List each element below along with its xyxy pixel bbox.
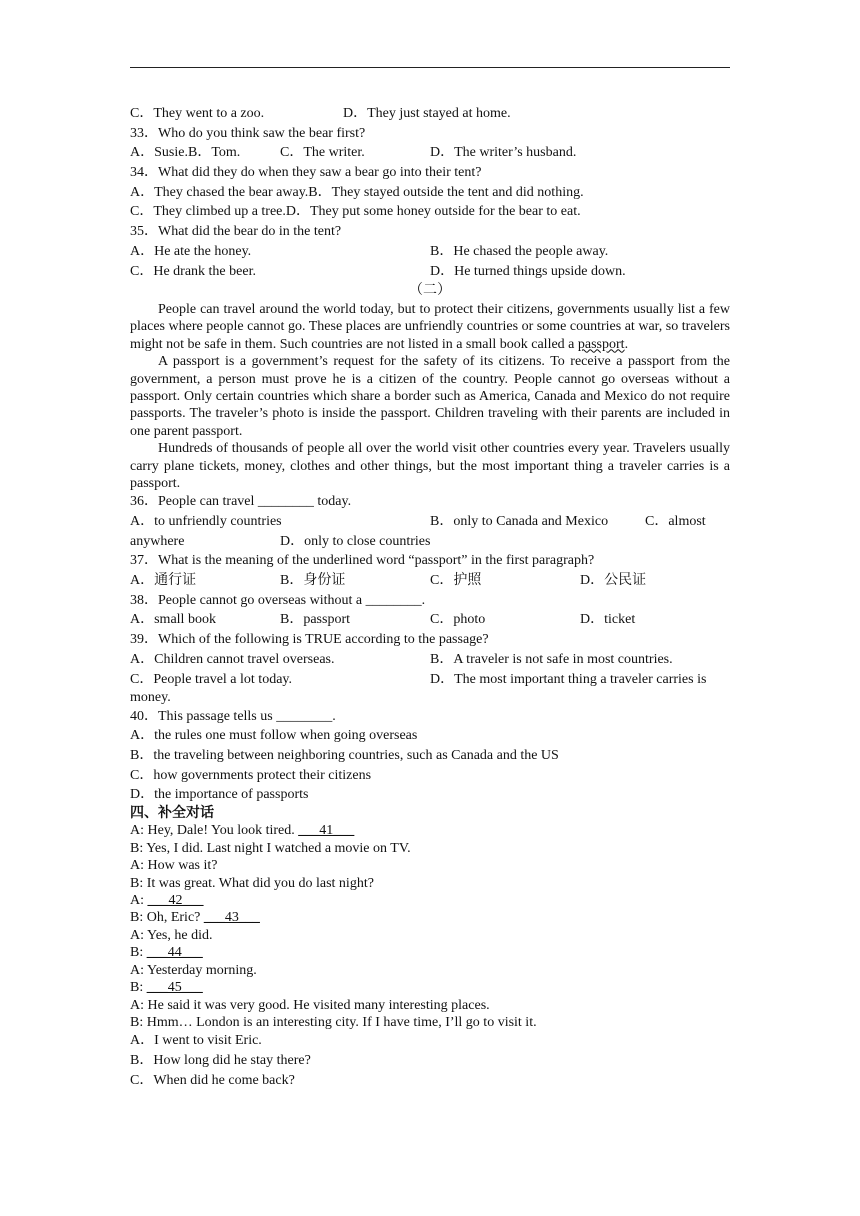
- q37-option-b: B．身份证: [280, 573, 346, 589]
- q40-option-d: D．the importance of passports: [130, 787, 309, 803]
- q39-option-a: A．Children cannot travel overseas.: [130, 651, 335, 667]
- q34-options-ab: A．They chased the bear away.B．They stayed outside the tent and did nothing.: [130, 184, 584, 200]
- dialogue-line-5: [130, 892, 730, 909]
- dialogue-line-9: A: Yesterday morning.: [130, 962, 257, 978]
- q38-option-a: A．small book: [130, 612, 216, 628]
- dialogue-option-c: C．When did he come back?: [130, 1072, 295, 1088]
- q33-option-c: C．The writer.: [280, 145, 365, 161]
- dialogue-option-a: A．I went to visit Eric.: [130, 1033, 262, 1049]
- q36-option-a: A．to unfriendly countries: [130, 514, 282, 530]
- dialogue-text: A: Hey, Dale! You look tired.: [130, 823, 299, 839]
- q35-stem: 35．What did the bear do in the tent?: [130, 224, 342, 240]
- passage-paragraph-2: A passport is a government’s request for the safety of its citizens. To receive a passport from the government, a person must prove he is a citizen of the country. People cannot go overseas without a passport. Only certain countries which share a border such as America, Canada and Mexico do not require passports. The traveler’s photo is inside the passport. Children traveling with their parents are included in one parent passport.: [130, 354, 730, 439]
- q32-option-c: C．They went to a zoo.: [130, 106, 265, 121]
- q37-option-c: C．护照: [430, 573, 482, 589]
- q40-stem: 40．This passage tells us ________.: [130, 708, 336, 724]
- dialogue-line-12: B: Hmm… London is an interesting city. If I have time, I’ll go to visit it.: [130, 1014, 537, 1030]
- q35-options-cd: [130, 262, 730, 282]
- dialogue-text: B:: [130, 980, 147, 996]
- q38-option-d: D．ticket: [580, 612, 636, 628]
- dialogue-text: B:: [130, 945, 147, 961]
- q39-option-d-continued: money.: [130, 690, 171, 706]
- q36-options-row1: [130, 512, 730, 532]
- passage-p1-text: People can travel around the world today, but to protect their citizens, governments usually list a few places where people cannot go. These places are unfriendly countries or some countries at war, so travelers might not be safe in them. Such countries are not listed in a small book called a: [130, 301, 730, 352]
- q33-option-a: A．Susie.: [130, 145, 188, 161]
- q37-options: [130, 571, 730, 591]
- blank-43: ___43___: [203, 910, 260, 926]
- section-four-heading: 四、补全对话: [130, 805, 214, 822]
- dialogue-line-8: [130, 944, 730, 961]
- dialogue-text: B: Oh, Eric?: [130, 910, 204, 926]
- dialogue-line-10: [130, 979, 730, 996]
- dialogue-option-b: B．How long did he stay there?: [130, 1053, 311, 1068]
- q33-option-b: B．Tom.: [188, 145, 241, 161]
- passage-paragraph-3: Hundreds of thousands of people all over the world visit other countries every year. Travelers usually carry plane tickets, money, clothes and other things, but the most important thing a traveler carries is a passport.: [130, 441, 730, 491]
- q36-option-b: B．only to Canada and Mexico: [430, 514, 609, 530]
- blank-45: ___45___: [146, 980, 203, 996]
- blank-41: ___41___: [298, 823, 355, 839]
- dialogue-line-3: A: How was it?: [130, 858, 218, 874]
- q39-option-c: C．People travel a lot today.: [130, 671, 292, 687]
- q36-option-c: C．almost: [645, 514, 706, 530]
- q33-stem: 33．Who do you think saw the bear first?: [130, 125, 366, 141]
- q34-options-cd: C．They climbed up a tree.D．They put some honey outside for the bear to eat.: [130, 204, 581, 220]
- dialogue-line-11: A: He said it was very good. He visited many interesting places.: [130, 997, 490, 1013]
- q35-option-a: A．He ate the honey.: [130, 243, 252, 259]
- blank-44: ___44___: [146, 945, 203, 961]
- q39-options-cd: [130, 670, 730, 690]
- q36-stem: 36．People can travel ________ today.: [130, 494, 352, 510]
- q39-options-ab: [130, 650, 730, 670]
- q36-option-d: D．only to close countries: [280, 533, 431, 549]
- q35-options-ab: [130, 242, 730, 262]
- q40-option-c: C．how governments protect their citizens: [130, 767, 372, 783]
- blank-42: ___42___: [147, 893, 204, 909]
- dialogue-text: A:: [130, 893, 148, 909]
- dialogue-line-1: [130, 822, 730, 839]
- q38-options: [130, 610, 730, 630]
- q40-option-b: B．the traveling between neighboring countries, such as Canada and the US: [130, 747, 559, 763]
- q32-option-d: D．They just stayed at home.: [343, 106, 511, 121]
- q35-option-d: D．He turned things upside down.: [430, 263, 626, 279]
- q38-option-c: C．photo: [430, 612, 486, 628]
- q37-stem: 37．What is the meaning of the underlined word “passport” in the first paragraph?: [130, 553, 595, 569]
- worksheet-body: [130, 104, 730, 1090]
- q32-options: [130, 104, 730, 124]
- q39-option-b: B．A traveler is not safe in most countries.: [430, 651, 673, 667]
- header-rule: [130, 67, 730, 68]
- dialogue-line-4: B: It was great. What did you do last night?: [130, 875, 374, 891]
- q39-stem: 39．Which of the following is TRUE according to the passage?: [130, 632, 489, 648]
- dialogue-line-2: B: Yes, I did. Last night I watched a movie on TV.: [130, 840, 411, 856]
- dialogue-line-6: [130, 909, 730, 926]
- q33-option-d: D．The writer’s husband.: [430, 145, 577, 161]
- q36-option-c-continued: anywhere: [130, 533, 185, 549]
- q40-option-a: A．the rules one must follow when going overseas: [130, 728, 418, 744]
- section-two-heading: （二）: [409, 283, 451, 299]
- q36-options-row2: [130, 532, 730, 552]
- q37-option-a: A．通行证: [130, 573, 197, 589]
- underlined-word-passport: passport: [577, 336, 625, 352]
- passage-p1-end: .: [624, 336, 629, 352]
- q34-stem: 34．What did they do when they saw a bear go into their tent?: [130, 165, 482, 181]
- q35-option-b: B．He chased the people away.: [430, 243, 609, 259]
- q39-option-d: D．The most important thing a traveler carries is: [430, 671, 707, 687]
- q33-options: [130, 143, 730, 163]
- q35-option-c: C．He drank the beer.: [130, 263, 256, 279]
- dialogue-line-7: A: Yes, he did.: [130, 927, 213, 943]
- passage-paragraph-1: [130, 301, 730, 353]
- q38-option-b: B．passport: [280, 612, 350, 628]
- q37-option-d: D．公民证: [580, 573, 647, 589]
- q38-stem: 38．People cannot go overseas without a ________.: [130, 592, 426, 608]
